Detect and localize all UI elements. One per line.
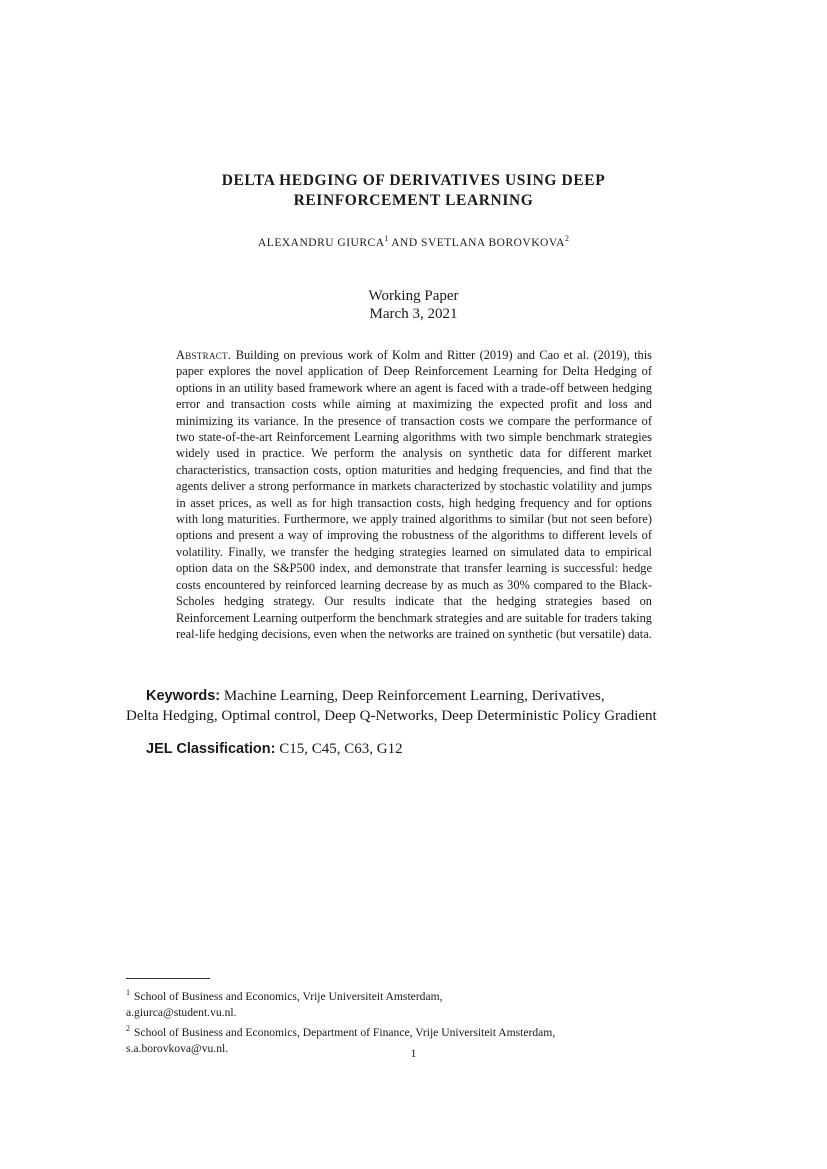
- author-name: ALEXANDRU GIURCA: [258, 236, 385, 249]
- abstract: [176, 347, 652, 642]
- jel-classification: [146, 741, 403, 758]
- author-affiliation-mark: 1: [384, 234, 389, 243]
- footnote-rule: [126, 978, 210, 979]
- paper-title: [0, 171, 827, 211]
- footnote-2: [126, 1021, 706, 1041]
- keywords-label: Keywords:: [146, 688, 221, 704]
- abstract-text: Building on previous work of Kolm and Ritter (2019) and Cao et al. (2019), this paper explores the novel application of Deep Reinforcement Learning for Delta Hedging of options in an utility based framework where an agent is faced with a trade-off between hedging error and transaction costs while aiming at maximizing the expected profit and loss and minimizing its variance. In the presence of transaction costs we compare the performance of two state-of-the-art Reinforcement Learning algorithms with two simple benchmark strategies widely used in practice. We perform the analysis on synthetic data for different market characteristics, transaction costs, option maturities and hedging frequencies, and find that the agents deliver a strong performance in markets characterized by stochastic volatility and jumps in asset prices, as well as for high transaction costs, high hedging frequency and for options with long maturities. Furthermore, we apply trained algorithms to similar (but not seen before) options and present a way of improving the robustness of the algorithms to different levels of volatility. Finally, we transfer the hedging strategies learned on simulated data to empirical option data on the S&P500 index, and demonstrate that transfer learning is successful: hedge costs encountered by reinforced learning decrease by as much as 30% compared to the Black- Scholes hedging strategy. Our results indicate that the hedging strategies based on Reinforcement Learning outperform the benchmark strategies and are suitable for traders taking real-life hedging decisions, even when the networks are trained on synthetic (but versatile) data.: [176, 348, 652, 641]
- paper-title-line-1: DELTA HEDGING OF DERIVATIVES USING DEEP: [221, 172, 606, 189]
- author-conjunction: AND: [388, 236, 422, 249]
- keywords-line-2: Delta Hedging, Optimal control, Deep Q-Networks, Deep Deterministic Policy Gradient: [126, 708, 657, 724]
- footnote-mark: 2: [126, 1023, 130, 1033]
- keywords-section: [126, 686, 706, 726]
- abstract-label: Abstract.: [176, 348, 232, 362]
- paper-type: Working Paper: [368, 288, 459, 304]
- footnote-text: School of Business and Economics, Department of Finance, Vrije Universiteit Amsterdam,: [134, 1025, 556, 1039]
- author-list: [0, 234, 827, 249]
- author-affiliation-mark: 2: [564, 234, 569, 243]
- paper-date: March 3, 2021: [369, 306, 458, 322]
- footnote-email: a.giurca@student.vu.nl.: [126, 1005, 237, 1019]
- paper-title-line-2: REINFORCEMENT LEARNING: [293, 192, 534, 209]
- paper-status: [0, 287, 827, 323]
- footnote-text: School of Business and Economics, Vrije Universiteit Amsterdam,: [134, 989, 443, 1003]
- author-name: SVETLANA BOROVKOVA: [421, 236, 565, 249]
- footnotes: [126, 985, 706, 1057]
- footnote-mark: 1: [126, 988, 130, 997]
- jel-label: JEL Classification:: [146, 741, 276, 757]
- footnote-1: [126, 985, 706, 1005]
- jel-codes: C15, C45, C63, G12: [279, 741, 403, 757]
- page-number: 1: [410, 1048, 417, 1060]
- keywords-line-1: Machine Learning, Deep Reinforcement Learning, Derivatives,: [223, 688, 605, 704]
- footnote-email: s.a.borovkova@vu.nl.: [126, 1041, 229, 1055]
